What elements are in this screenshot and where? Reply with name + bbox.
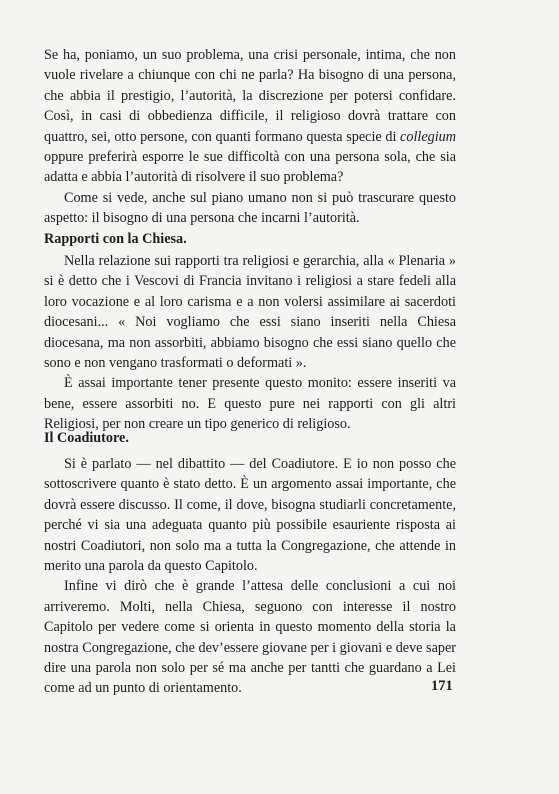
rapporti-paragraph-1: Nella relazione sui rapporti tra religiosi e gerarchia, alla « Plenaria » si è detto che i Vescovi di Francia invitano i religiosi a stare fedeli alla loro vocazione e al loro carisma e a non volersi assimilare ai sacerdoti diocesani... « Noi vogliamo che essi siano inseriti nella Chiesa diocesana, ma non assorbiti, abbiamo bisogno che essi siano quello che sono e non vengano trasformati o deformati ». bbox=[44, 253, 456, 372]
intro-paragraph-1-start: Se ha, poniamo, un suo problema, una crisi personale, intima, che non vuole rivelare a chiunque con chi ne parla? Ha bisogno di una persona, che abbia il prestigio, l’autorità, la discrezione per potersi confidare. Così, in casi di obbedienza difficile, il religioso dovrà trattare con quattro, sei, otto persone, con quanti formano questa specie di bbox=[44, 47, 456, 145]
rapporti-paragraph-2: È assai importante tener presente questo monito: essere inseriti va bene, essere assorbiti no. E questo pure nei rapporti con gli altri Religiosi, per non creare un tipo generico di religioso. bbox=[44, 375, 456, 433]
section-coadiutore-text bbox=[44, 454, 456, 699]
collegium-term: collegium bbox=[400, 128, 456, 145]
intro-paragraph-2: Come si vede, anche sul piano umano non si può trascurare questo aspetto: il bisogno di una persona che incarni l’autorità. bbox=[44, 189, 456, 227]
coadiutore-paragraph-1: Si è parlato — nel dibattito — del Coadiutore. E io non posso che sottoscrivere quanto è stato detto. È un argomento assai importante, che dovrà essere discusso. Il come, il dove, bisogna studiarli concretamente, perché vi sia una adeguata quanto più possibile esauriente risposta ai nostri Coadiutori, non solo ma a tutta la Congregazione, che attende in merito una parola da questo Capitolo. bbox=[44, 456, 456, 575]
section-heading-rapporti: Rapporti con la Chiesa. bbox=[44, 231, 187, 247]
section-heading-coadiutore: Il Coadiutore. bbox=[44, 430, 129, 446]
section-rapporti-text bbox=[44, 251, 456, 435]
intro-text bbox=[44, 45, 456, 229]
intro-paragraph-1 bbox=[44, 45, 456, 188]
intro-paragraph-1-end: oppure preferirà esporre le sue difficoltà con una persona sola, che sia adatta e abbia l’autorità di risolvere il suo problema? bbox=[44, 149, 456, 186]
coadiutore-paragraph-2: Infine vi dirò che è grande l’attesa delle conclusioni a cui noi arriveremo. Molti, nella Chiesa, seguono con interesse il nostro Capitolo per vedere come si orienta in questo momento della storia la nostra Congregazione, che dev’essere giovane per i giovani e deve saper dire una parola non solo per sé ma anche per tantti che guardano a Lei come ad un punto di orientamento. bbox=[44, 578, 456, 697]
page-number: 171 bbox=[431, 678, 453, 694]
